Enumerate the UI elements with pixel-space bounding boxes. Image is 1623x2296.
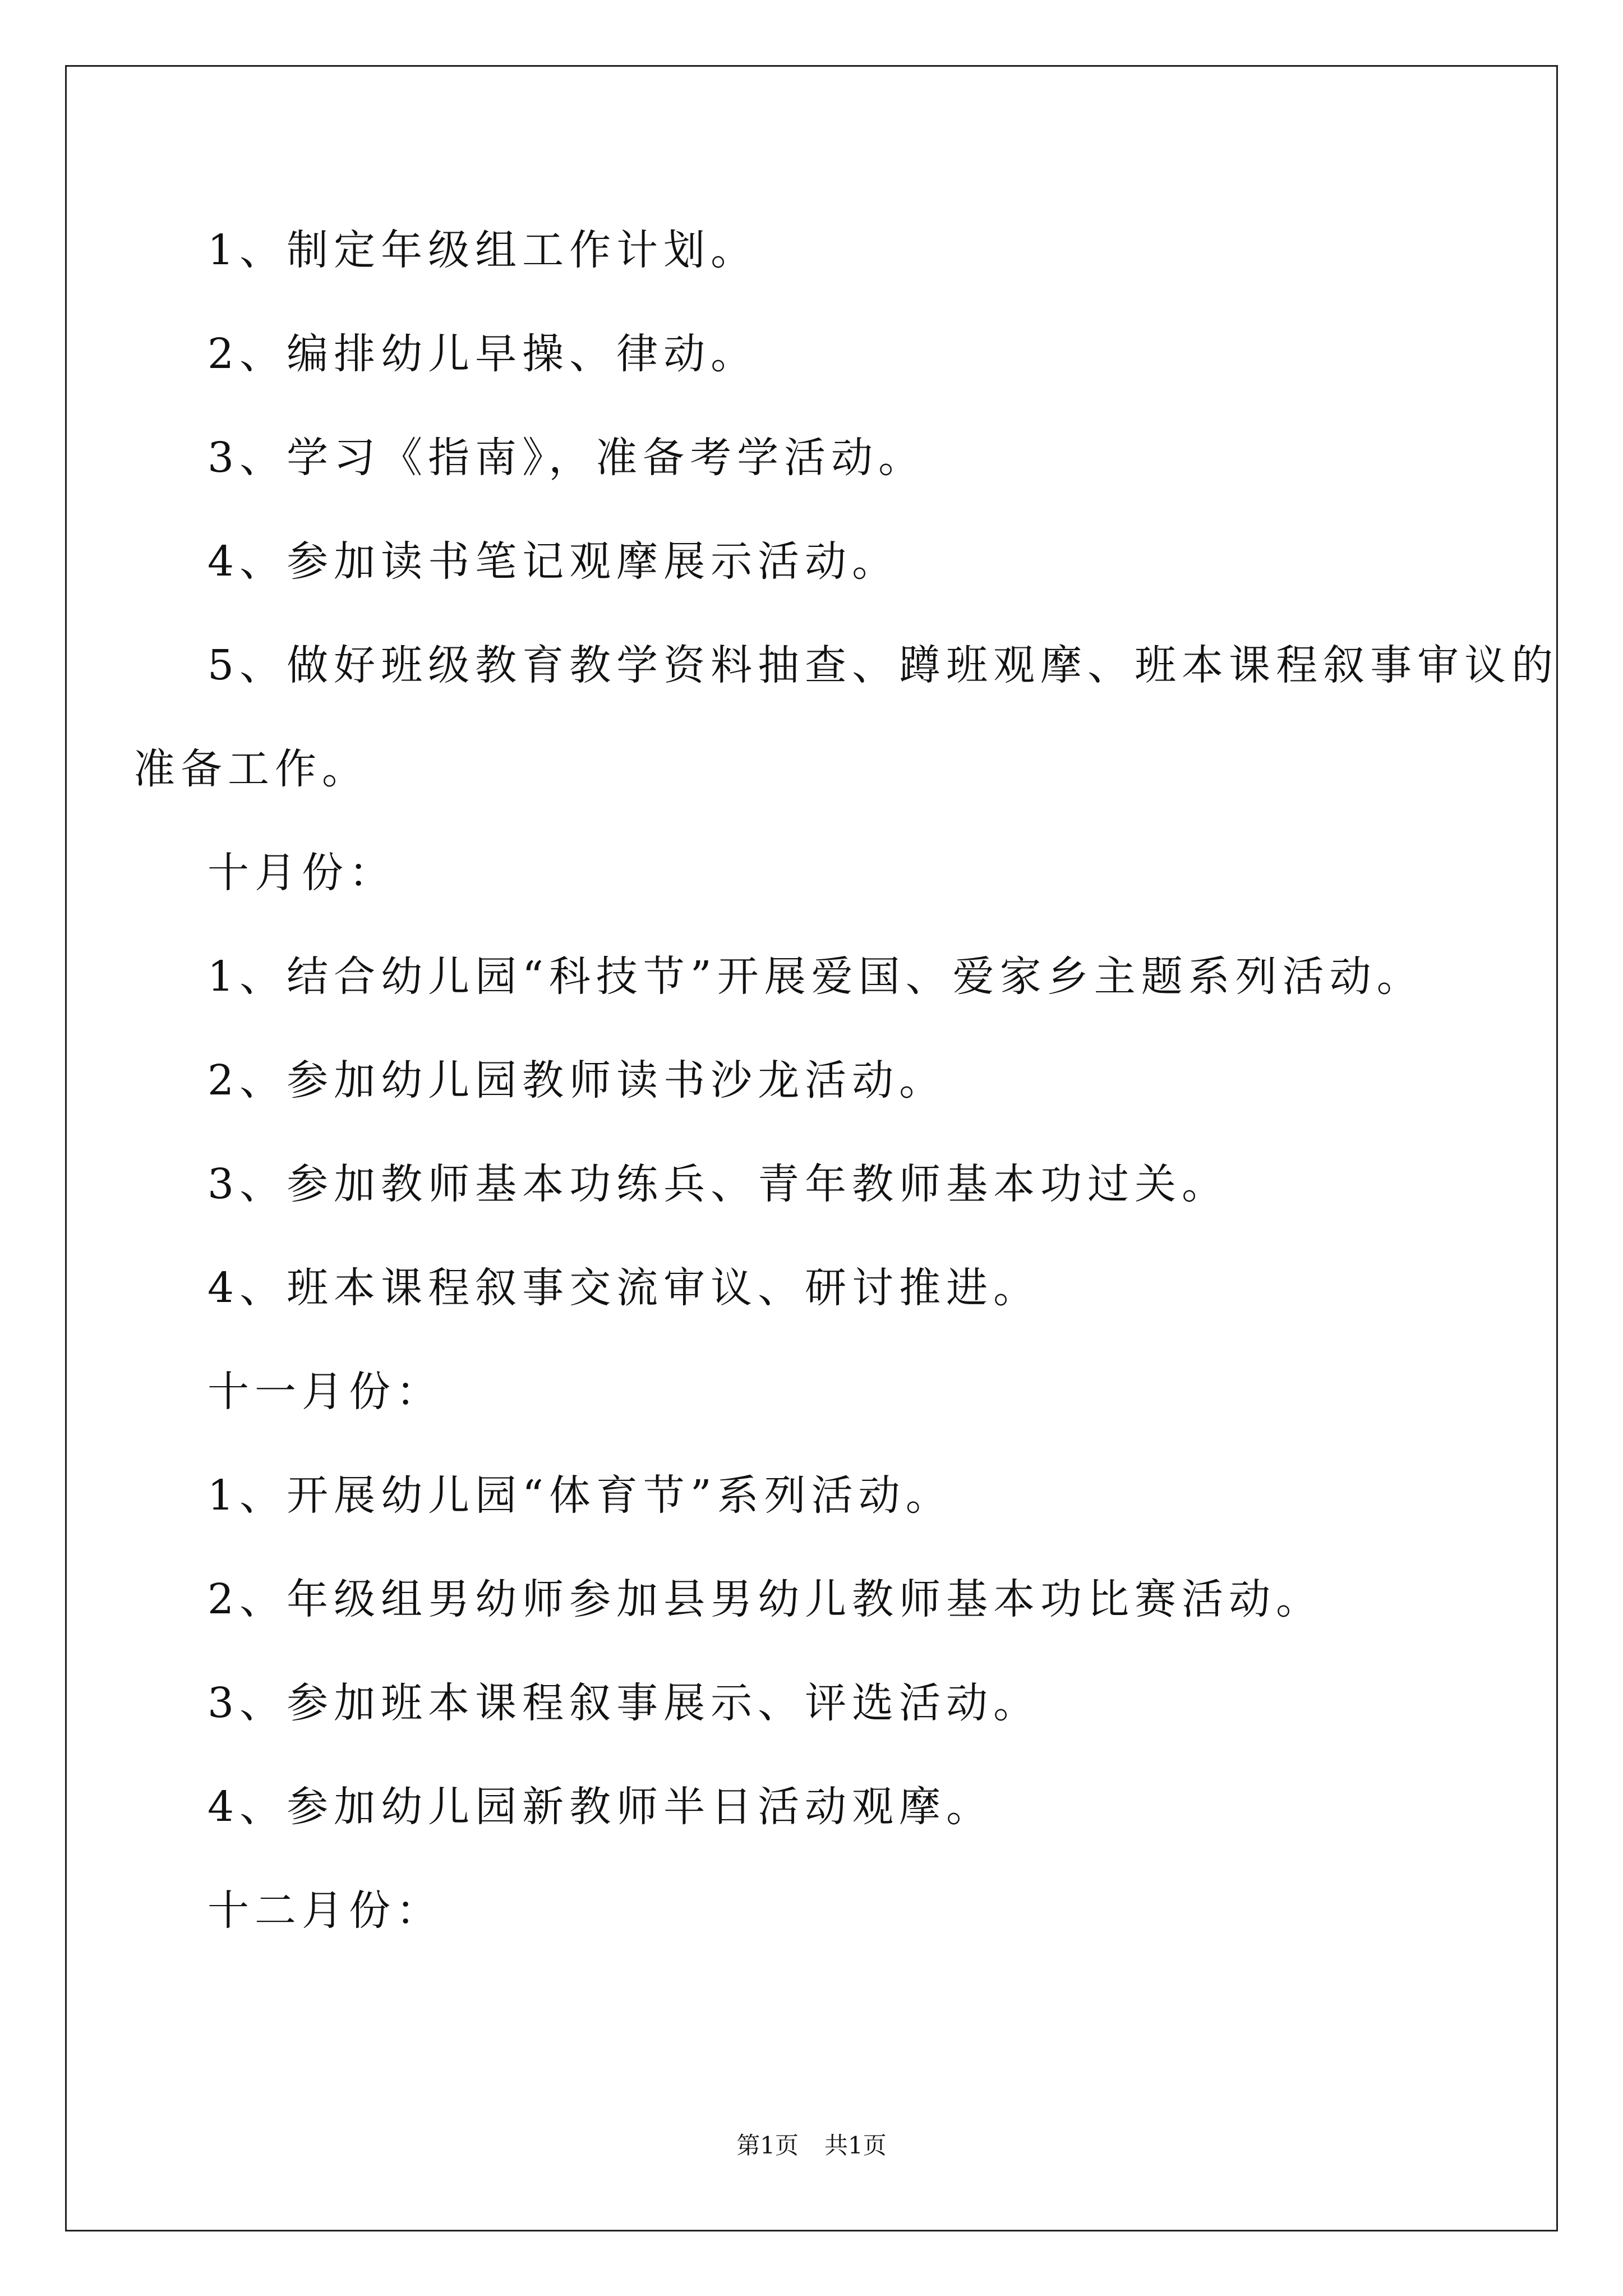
text-line: 1、制定年级组工作计划。 [208,226,758,274]
page-total: 共1页 [824,2132,887,2159]
text-line: 3、学习《指南》，准备考学活动。 [208,434,926,482]
page-footer [0,2132,1623,2160]
text-line: 4、班本课程叙事交流审议、研讨推进。 [208,1264,1041,1312]
text-line: 准备工作。 [133,745,369,793]
section-heading: 十月份： [208,849,396,897]
text-line: 3、参加教师基本功练兵、青年教师基本功过关。 [208,1160,1229,1208]
text-line: 1、结合幼儿园“科技节”开展爱国、爱家乡主题系列活动。 [208,953,1424,1001]
page-number: 第1页 [736,2132,799,2159]
text-line: 3、参加班本课程叙事展示、评选活动。 [208,1679,1041,1727]
text-line: 4、参加读书笔记观摩展示活动。 [208,537,900,586]
text-line: 5、做好班级教育教学资料抽查、蹲班观摩、班本课程叙事审议的 [208,641,1559,689]
text-line: 2、年级组男幼师参加县男幼儿教师基本功比赛活动。 [208,1575,1324,1623]
text-line: 2、编排幼儿早操、律动。 [208,330,758,378]
text-line: 1、开展幼儿园“体育节”系列活动。 [208,1471,953,1520]
text-line: 2、参加幼儿园教师读书沙龙活动。 [208,1056,947,1105]
section-heading: 十二月份： [208,1887,443,1935]
text-line: 4、参加幼儿园新教师半日活动观摩。 [208,1783,994,1831]
section-heading: 十一月份： [208,1368,443,1416]
